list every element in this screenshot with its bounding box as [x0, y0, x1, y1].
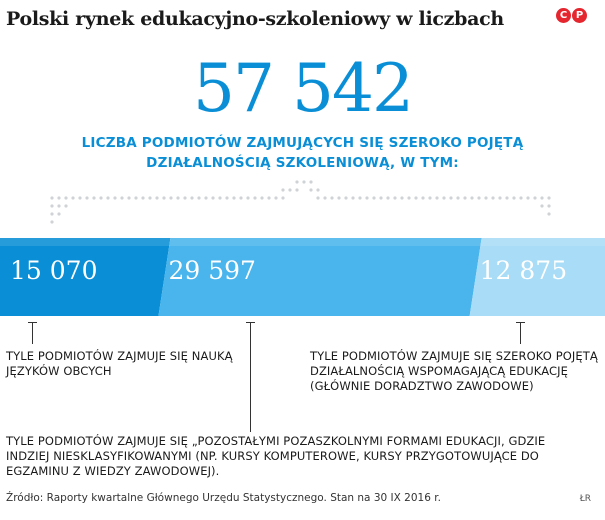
brace-dot: [526, 196, 529, 199]
source-note: Źródło: Raporty kwartalne Głównego Urzędu Statystycznego. Stan na 30 IX 2016 r.: [6, 492, 441, 504]
brace-dot: [344, 196, 347, 199]
brace-dot: [302, 180, 305, 183]
brace-dot: [386, 196, 389, 199]
brace-dot: [372, 196, 375, 199]
total-label-text: LICZBA PODMIOTÓW ZAJMUJĄCYCH SIĘ SZEROKO POJĘTĄ DZIAŁALNOŚCIĄ SZKOLENIOWĄ, W TYM:: [81, 135, 524, 171]
brace-dot: [85, 196, 88, 199]
brace-dot: [211, 196, 214, 199]
brace-dot: [218, 196, 221, 199]
publisher-logo: [556, 8, 587, 23]
brace-dot: [421, 196, 424, 199]
brace-dot: [134, 196, 137, 199]
description-languages: TYLE PODMIOTÓW ZAJMUJE SIĘ NAUKĄ JĘZYKÓW OBCYCH: [6, 349, 233, 378]
brace-dot: [477, 196, 480, 199]
brace-dot: [141, 196, 144, 199]
brace-dot: [463, 196, 466, 199]
brace-dot: [50, 220, 53, 223]
brace-dot: [316, 196, 319, 199]
brace-dot: [519, 196, 522, 199]
brace-dot: [57, 212, 60, 215]
brace-dot: [57, 196, 60, 199]
description-support: TYLE PODMIOTÓW ZAJMUJE SIĘ SZEROKO POJĘTĄ DZIAŁALNOŚCIĄ WSPOMAGAJĄCĄ EDUKACJĘ (GŁÓWNIE DORADZTWO ZAWODOWE): [310, 349, 598, 393]
brace-dot: [183, 196, 186, 199]
brace-dot: [50, 204, 53, 207]
brace-dot: [470, 196, 473, 199]
brace-dot: [274, 196, 277, 199]
brace-dot: [92, 196, 95, 199]
brace-dot: [113, 196, 116, 199]
brace-dot: [547, 212, 550, 215]
brace-dot: [267, 196, 270, 199]
brace-dot: [400, 196, 403, 199]
brace-dot: [106, 196, 109, 199]
brace-dot: [162, 196, 165, 199]
brace-dot: [309, 180, 312, 183]
brace-dot: [547, 204, 550, 207]
brace-dot: [246, 196, 249, 199]
brace-dot: [295, 180, 298, 183]
brace-dot: [260, 196, 263, 199]
brace-dot: [512, 196, 515, 199]
bar-highlight: [470, 238, 605, 246]
brace-dot: [505, 196, 508, 199]
description-other-education: TYLE PODMIOTÓW ZAJMUJE SIĘ „POZOSTAŁYMI POZASZKOLNYMI FORMAMI EDUKACJI, GDZIE INDZIEJ NIESKLASYFIKOWANYMI (NP. KURSY KOMPUTEROWE, KURSY PRZYGOTOWUJĄCE DO EGZAMINU Z WIEDZY ZAWODOWEJ).: [6, 434, 546, 478]
brace-dot: [540, 204, 543, 207]
author-initials: ŁR: [579, 494, 591, 504]
brace-dot: [491, 196, 494, 199]
brace-dot: [64, 204, 67, 207]
brace-dot: [337, 196, 340, 199]
connector-support: [520, 322, 521, 344]
brace-dot: [323, 196, 326, 199]
brace-dot: [442, 196, 445, 199]
brace-dot: [232, 196, 235, 199]
connector-languages: [32, 322, 33, 344]
logo-letter-c: C: [556, 8, 571, 23]
logo-letter-p: P: [572, 8, 587, 23]
brace-dot: [428, 196, 431, 199]
bar-highlight: [0, 238, 158, 246]
brace-dot: [50, 212, 53, 215]
brace-dot: [99, 196, 102, 199]
brace-dot: [120, 196, 123, 199]
brace-dot: [190, 196, 193, 199]
bar-highlight: [158, 238, 469, 246]
brace-dot: [295, 188, 298, 191]
brace-dot: [449, 196, 452, 199]
brace-dot: [127, 196, 130, 199]
brace-dot: [540, 196, 543, 199]
segment-value-other-education: 29 597: [168, 256, 256, 285]
brace-dot: [57, 204, 60, 207]
brace-dot: [225, 196, 228, 199]
brace-dot: [358, 196, 361, 199]
brace-dot: [155, 196, 158, 199]
brace-dot: [176, 196, 179, 199]
brace-dot: [71, 196, 74, 199]
connector-languages-tick: [28, 322, 37, 323]
brace-dot: [309, 188, 312, 191]
brace-dot: [64, 196, 67, 199]
brace-dot: [351, 196, 354, 199]
brace-dot: [239, 196, 242, 199]
brace-dot: [330, 196, 333, 199]
connector-other-education: [250, 322, 251, 432]
segment-value-support: 12 875: [479, 256, 568, 285]
brace-dot: [456, 196, 459, 199]
brace-dot: [281, 196, 284, 199]
brace-dot: [407, 196, 410, 199]
connector-support-tick: [516, 322, 525, 323]
brace-dot: [253, 196, 256, 199]
brace-dot: [435, 196, 438, 199]
brace-dot: [498, 196, 501, 199]
brace-dot: [204, 196, 207, 199]
brace-dot: [316, 188, 319, 191]
brace-dot: [78, 196, 81, 199]
brace-dot: [379, 196, 382, 199]
brace-dot: [50, 196, 53, 199]
connector-other-education-tick: [246, 322, 255, 323]
brace-decoration: [50, 176, 555, 236]
total-label: [0, 133, 605, 173]
brace-dot: [414, 196, 417, 199]
chart-title: Polski rynek edukacyjno-szkoleniowy w liczbach: [6, 8, 504, 30]
brace-dot: [365, 196, 368, 199]
brace-dot: [547, 196, 550, 199]
brace-dot: [197, 196, 200, 199]
brace-dot: [288, 188, 291, 191]
brace-dot: [169, 196, 172, 199]
segment-value-languages: 15 070: [10, 256, 98, 285]
brace-dot: [533, 196, 536, 199]
total-number: 57 542: [193, 50, 412, 127]
brace-dot: [281, 188, 284, 191]
brace-dot: [393, 196, 396, 199]
brace-dot: [148, 196, 151, 199]
brace-dot: [484, 196, 487, 199]
